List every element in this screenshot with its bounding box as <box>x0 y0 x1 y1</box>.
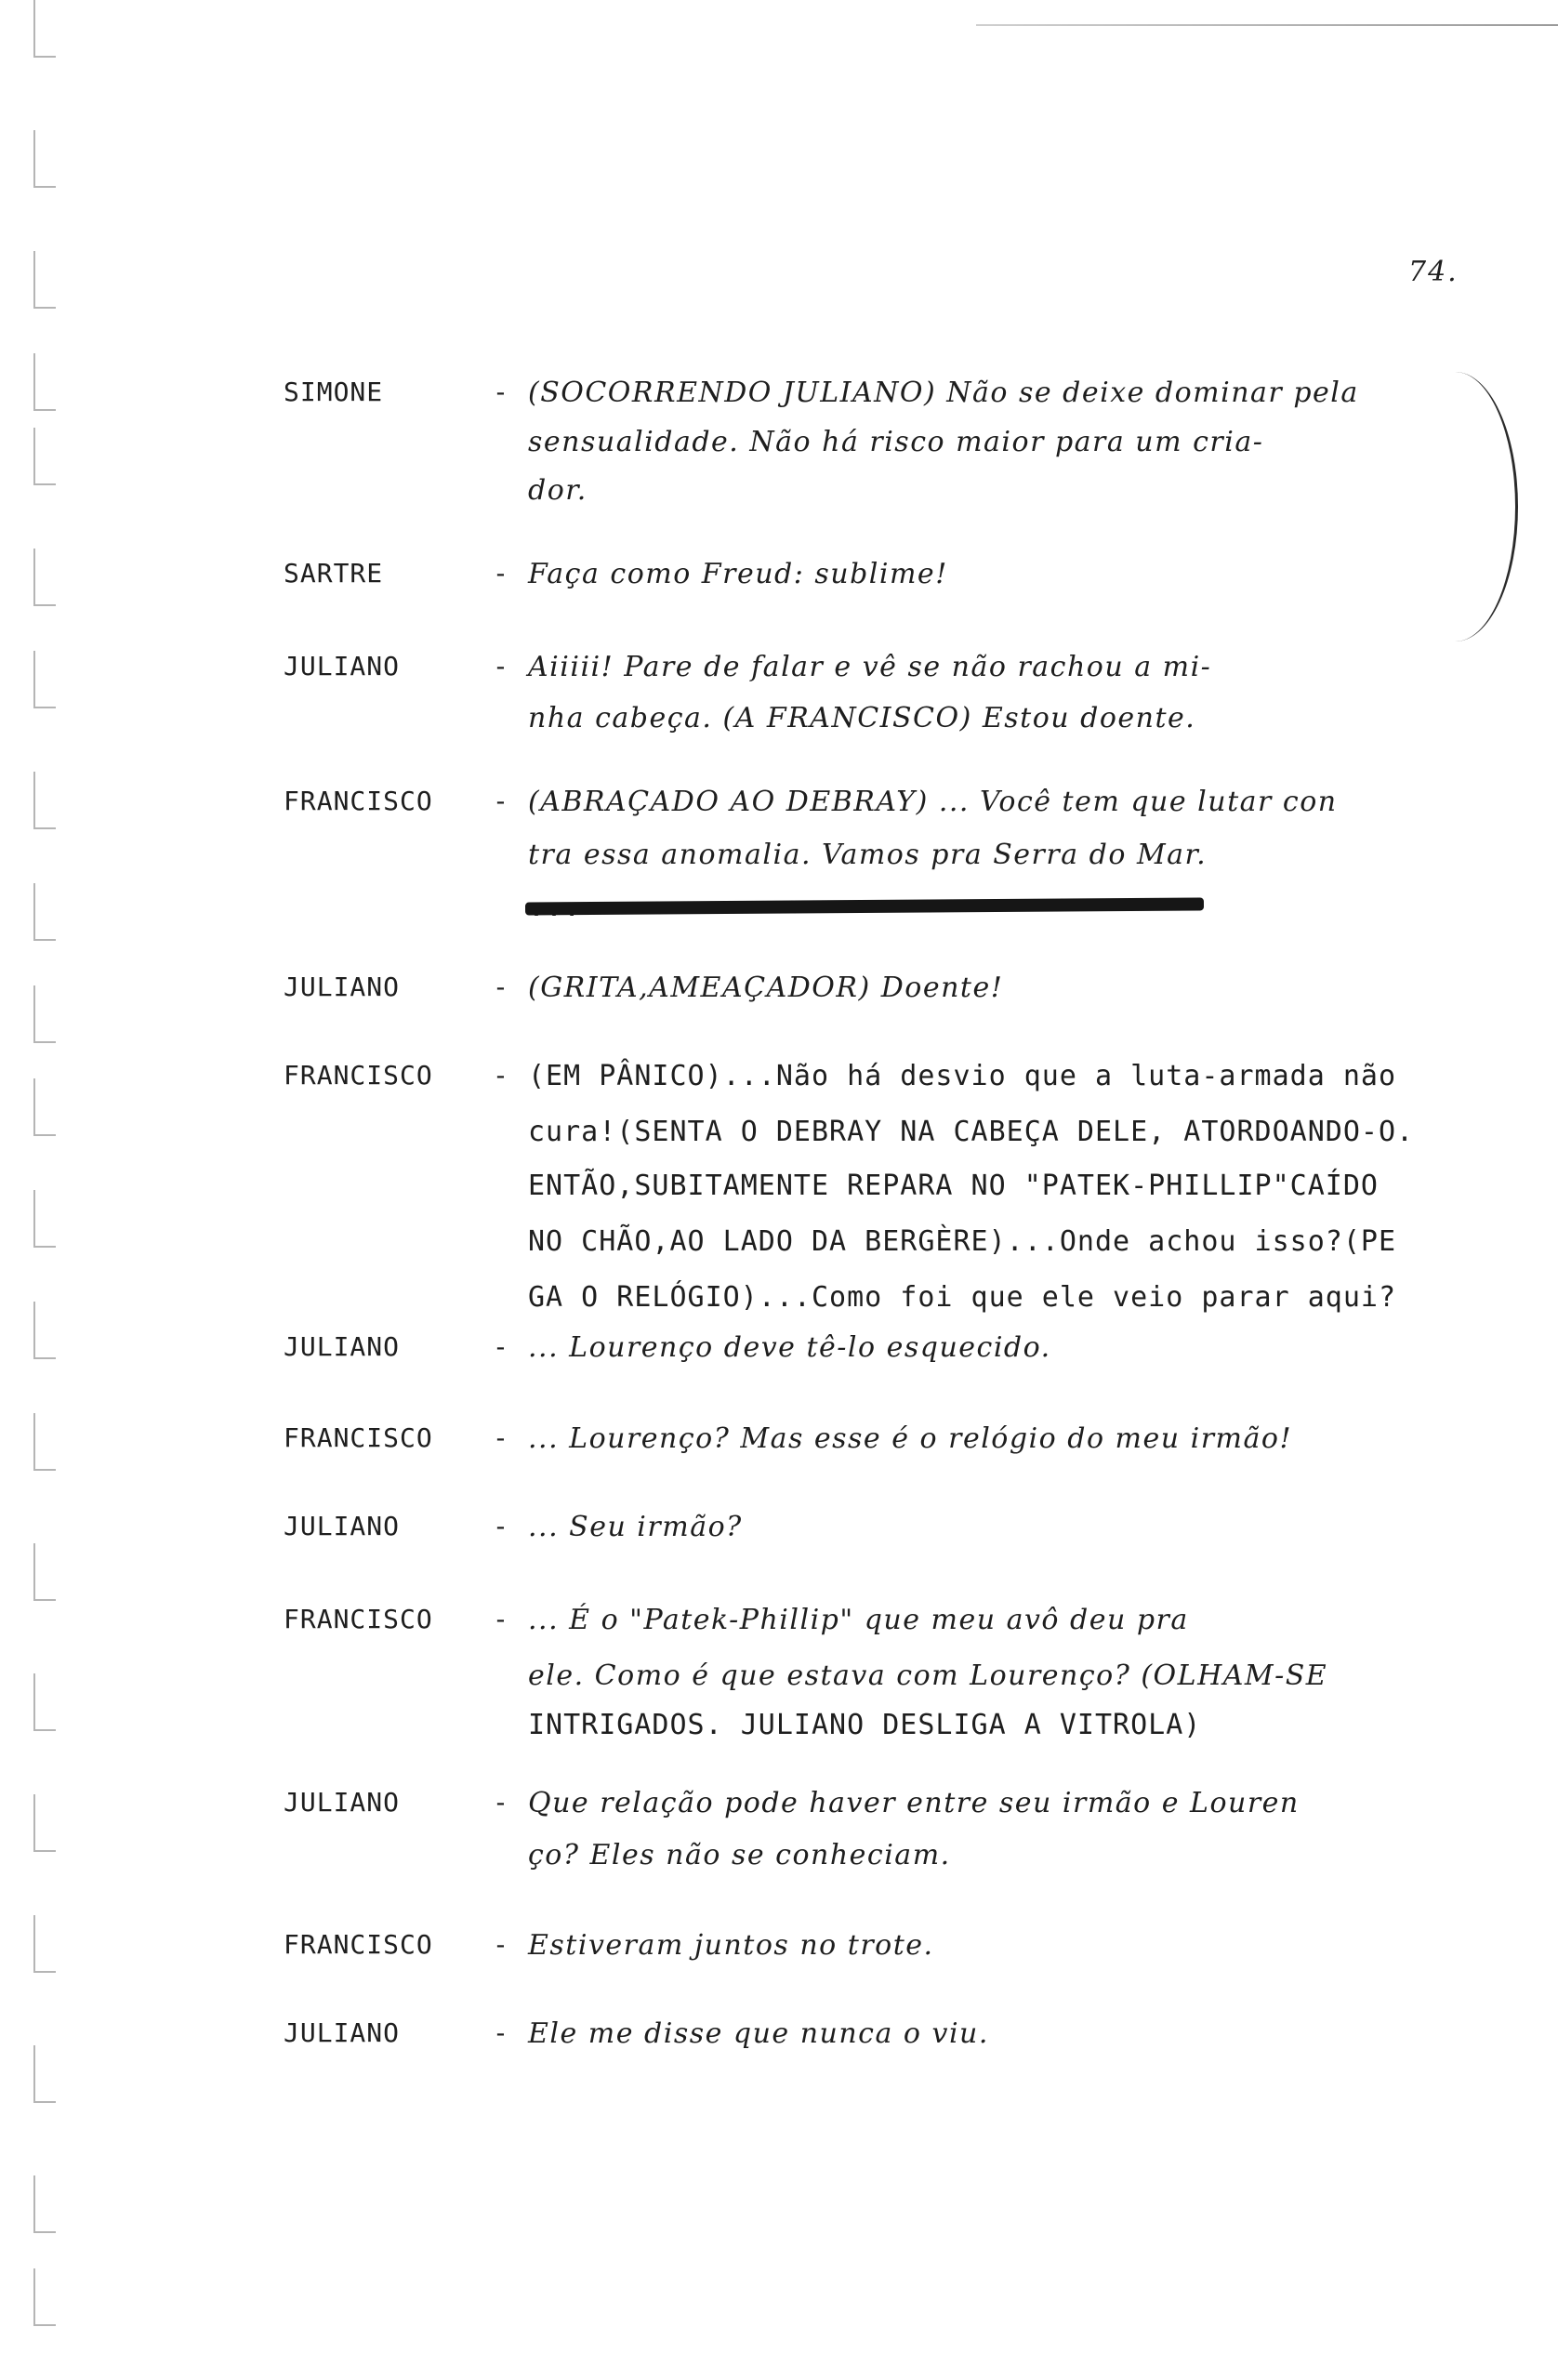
top-edge-rule <box>976 24 1558 26</box>
dialogue-text: (EM PÂNICO)...Não há desvio que a luta-armada não <box>528 1060 1397 1092</box>
dialogue-text: ... Lourenço deve tê-lo esquecido. <box>528 1331 1051 1364</box>
dialogue-dash: - <box>493 786 508 816</box>
dialogue-text: (GRITA,AMEAÇADOR) Doente! <box>528 972 1004 1004</box>
binding-mark <box>33 251 56 309</box>
dialogue-line <box>0 1331 1558 1378</box>
dialogue-line <box>0 474 1558 521</box>
dialogue-dash: - <box>493 1511 508 1541</box>
speaker-name: SARTRE <box>284 558 384 588</box>
dialogue-line <box>0 1787 1558 1833</box>
dialogue-line <box>0 1839 1558 1885</box>
binding-mark <box>33 130 56 188</box>
dialogue-dash: - <box>493 2017 508 2048</box>
speaker-name: JULIANO <box>284 1787 401 1818</box>
dialogue-dash: - <box>493 1331 508 1362</box>
dialogue-text: ... É o "Patek-Phillip" que meu avô deu pra <box>528 1604 1189 1636</box>
dialogue-text: ... Lourenço? Mas esse é o relógio do meu irmão! <box>528 1422 1292 1455</box>
dialogue-dash: - <box>493 1422 508 1453</box>
speaker-name: JULIANO <box>284 2017 401 2048</box>
dialogue-text: GA O RELÓGIO)...Como foi que ele veio parar aqui? <box>528 1281 1397 1314</box>
dialogue-line <box>0 1659 1558 1706</box>
dialogue-dash: - <box>493 558 508 588</box>
speaker-name: FRANCISCO <box>284 1929 433 1960</box>
speaker-name: JULIANO <box>284 651 401 681</box>
dialogue-line <box>0 1929 1558 1976</box>
dialogue-line <box>0 651 1558 697</box>
dialogue-line <box>0 558 1558 604</box>
dialogue-line <box>0 702 1558 748</box>
dialogue-line <box>0 839 1558 885</box>
dialogue-text: tra essa anomalia. Vamos pra Serra do Mar. <box>528 839 1208 871</box>
dialogue-dash: - <box>493 1787 508 1818</box>
speaker-name: SIMONE <box>284 377 384 407</box>
dialogue-text: sensualidade. Não há risco maior para um cria- <box>528 426 1264 458</box>
dialogue-text: Que relação pode haver entre seu irmão e Louren <box>528 1787 1300 1819</box>
binding-mark <box>33 2268 56 2326</box>
dialogue-dash: - <box>493 972 508 1002</box>
dialogue-text: nha cabeça. (A FRANCISCO) Estou doente. <box>528 702 1196 734</box>
dialogue-text: Aiiiii! Pare de falar e vê se não rachou a mi- <box>528 651 1212 683</box>
speaker-name: JULIANO <box>284 1331 401 1362</box>
dialogue-line <box>0 1511 1558 1557</box>
dialogue-line <box>0 1604 1558 1650</box>
speaker-name: JULIANO <box>284 1511 401 1541</box>
dialogue-dash: - <box>493 377 508 407</box>
dialogue-text: ele. Como é que estava com Lourenço? (OLHAM-SE <box>528 1659 1328 1692</box>
dialogue-text: cura!(SENTA O DEBRAY NA CABEÇA DELE, ATORDOANDO-O. <box>528 1116 1415 1148</box>
binding-mark <box>33 0 56 58</box>
speaker-name: FRANCISCO <box>284 1422 433 1453</box>
dialogue-text: (ABRAÇADO AO DEBRAY) ... Você tem que lutar con <box>528 786 1338 818</box>
dialogue-line <box>0 1422 1558 1469</box>
speaker-name: FRANCISCO <box>284 786 433 816</box>
dialogue-text: dor. <box>528 474 588 507</box>
dialogue-text: Estiveram juntos no trote. <box>528 1929 934 1962</box>
dialogue-dash: - <box>493 1929 508 1960</box>
dialogue-line <box>0 1709 1558 1755</box>
dialogue-text: NO CHÃO,AO LADO DA BERGÈRE)...Onde achou isso?(PE <box>528 1225 1397 1258</box>
dialogue-line <box>0 786 1558 832</box>
dialogue-line <box>0 377 1558 423</box>
dialogue-dash: - <box>493 1604 508 1634</box>
speaker-name: JULIANO <box>284 972 401 1002</box>
dialogue-text: ço? Eles não se conheciam. <box>528 1839 951 1871</box>
dialogue-dash: - <box>493 1060 508 1091</box>
dialogue-dash: - <box>493 651 508 681</box>
dialogue-text: ... Seu irmão? <box>528 1511 743 1543</box>
dialogue-text: ENTÃO,SUBITAMENTE REPARA NO "PATEK-PHILLIP"CAÍDO <box>528 1170 1379 1202</box>
dialogue-line <box>0 1225 1558 1272</box>
binding-mark <box>33 2175 56 2233</box>
page-number: 74. <box>1408 256 1459 288</box>
dialogue-text: Faça como Freud: sublime! <box>528 558 948 590</box>
speaker-name: FRANCISCO <box>284 1060 433 1091</box>
dialogue-line <box>0 1281 1558 1328</box>
dialogue-line <box>0 1170 1558 1216</box>
dialogue-text: INTRIGADOS. JULIANO DESLIGA A VITROLA) <box>528 1709 1202 1741</box>
dialogue-text: (SOCORRENDO JULIANO) Não se deixe dominar pela <box>528 377 1359 409</box>
dialogue-line <box>0 891 1558 937</box>
dialogue-text: Ele me disse que nunca o viu. <box>528 2017 989 2050</box>
speaker-name: FRANCISCO <box>284 1604 433 1634</box>
dialogue-line <box>0 426 1558 472</box>
dialogue-line <box>0 1060 1558 1106</box>
dialogue-line <box>0 972 1558 1018</box>
dialogue-line <box>0 1116 1558 1162</box>
dialogue-line <box>0 2017 1558 2064</box>
